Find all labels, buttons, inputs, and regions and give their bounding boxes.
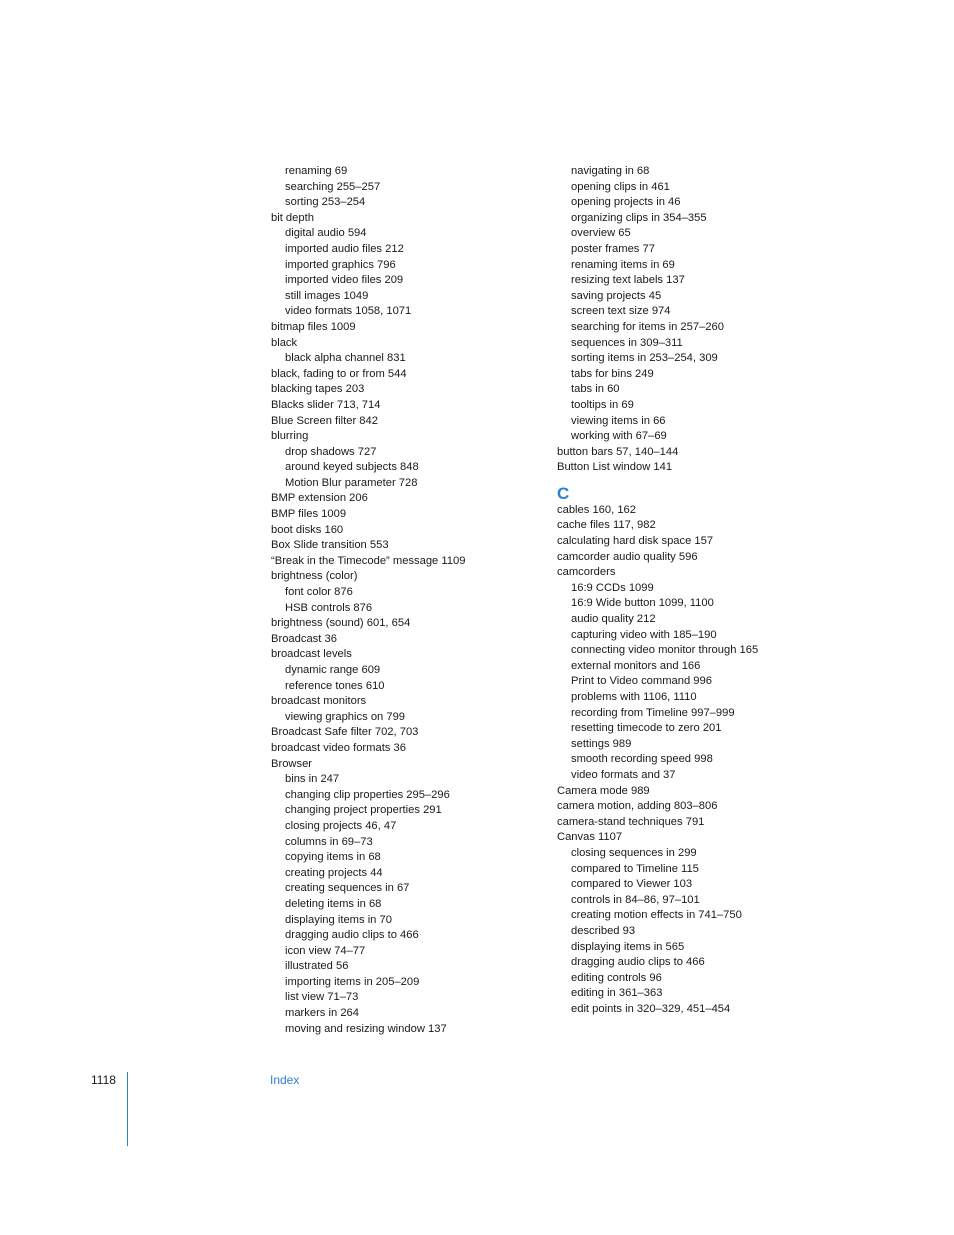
index-subentry: problems with 1106, 1110 bbox=[571, 691, 697, 703]
index-subentry: digital audio 594 bbox=[285, 227, 367, 240]
index-subentry: editing in 361–363 bbox=[571, 987, 663, 1000]
index-entry: cables 160, 162 bbox=[557, 503, 636, 516]
index-subentry: drop shadows 727 bbox=[285, 445, 377, 458]
index-subentry: compared to Viewer 103 bbox=[571, 878, 693, 891]
index-subentry: edit points in 320–329, 451–454 bbox=[571, 1002, 731, 1015]
index-subentry: still images 1049 bbox=[285, 289, 369, 302]
page-number: 1118 bbox=[91, 1073, 116, 1087]
index-subentry: renaming 69 bbox=[285, 165, 348, 177]
index-entry: camcorders bbox=[557, 566, 616, 579]
index-subentry: tabs for bins 249 bbox=[571, 367, 654, 380]
index-subentry: closing sequences in 299 bbox=[571, 846, 697, 859]
index-subentry: resetting timecode to zero 201 bbox=[571, 722, 722, 735]
index-subentry: closing projects 46, 47 bbox=[285, 819, 397, 832]
index-entry: Canvas 1107 bbox=[557, 831, 623, 844]
index-subentry: creating sequences in 67 bbox=[285, 882, 410, 895]
index-entry: broadcast monitors bbox=[271, 695, 367, 708]
index-subentry: settings 989 bbox=[571, 737, 632, 750]
footer-rule bbox=[127, 1072, 128, 1146]
index-subentry: sequences in 309–311 bbox=[571, 336, 683, 349]
index-subentry: saving projects 45 bbox=[571, 289, 662, 302]
index-subentry: list view 71–73 bbox=[285, 991, 359, 1004]
index-subentry: opening projects in 46 bbox=[571, 196, 681, 209]
index-subentry: working with 67–69 bbox=[571, 430, 667, 443]
index-entry: Box Slide transition 553 bbox=[271, 539, 389, 552]
index-entry: blurring bbox=[271, 430, 309, 443]
index-subentry: screen text size 974 bbox=[571, 305, 671, 318]
index-entry: blacking tapes 203 bbox=[271, 383, 365, 396]
index-subentry: audio quality 212 bbox=[571, 613, 656, 626]
index-entry: black bbox=[271, 336, 298, 349]
index-subentry: external monitors and 166 bbox=[571, 659, 701, 672]
index-subentry: 16:9 Wide button 1099, 1100 bbox=[571, 597, 714, 610]
index-entry: button bars 57, 140–144 bbox=[557, 445, 679, 458]
index-entry: bitmap files 1009 bbox=[271, 320, 356, 333]
index-subentry: searching for items in 257–260 bbox=[571, 320, 724, 333]
index-subentry: video formats 1058, 1071 bbox=[285, 305, 412, 318]
index-subentry: Motion Blur parameter 728 bbox=[285, 476, 418, 489]
index-subentry: markers in 264 bbox=[285, 1007, 359, 1020]
index-entry: broadcast video formats 36 bbox=[271, 741, 406, 754]
index-subentry: imported audio files 212 bbox=[285, 242, 404, 255]
index-entry: brightness (sound) 601, 654 bbox=[271, 617, 411, 630]
index-subentry: video formats and 37 bbox=[571, 768, 676, 781]
index-entry: BMP files 1009 bbox=[271, 508, 347, 521]
index-subentry: moving and resizing window 137 bbox=[285, 1022, 447, 1035]
index-subentry: compared to Timeline 115 bbox=[571, 862, 699, 875]
index-subentry: dynamic range 609 bbox=[285, 664, 381, 676]
index-subentry: connecting video monitor through 165 bbox=[571, 644, 759, 657]
index-subentry: searching 255–257 bbox=[285, 180, 381, 193]
index-column-right-bottom bbox=[557, 503, 897, 1018]
index-subentry: viewing items in 66 bbox=[571, 414, 666, 427]
index-entry: cache files 117, 982 bbox=[557, 519, 656, 532]
index-subentry: copying items in 68 bbox=[285, 851, 381, 864]
index-subentry: described 93 bbox=[571, 924, 636, 937]
index-subentry: tabs in 60 bbox=[571, 383, 620, 396]
index-subentry: imported graphics 796 bbox=[285, 258, 396, 271]
index-subentry: around keyed subjects 848 bbox=[285, 461, 419, 474]
index-subentry: changing project properties 291 bbox=[285, 804, 442, 817]
index-subentry: reference tones 610 bbox=[285, 679, 385, 692]
index-subentry: columns in 69–73 bbox=[285, 835, 373, 848]
index-subentry: illustrated 56 bbox=[285, 960, 349, 973]
index-subentry: overview 65 bbox=[571, 227, 631, 240]
index-subentry: poster frames 77 bbox=[571, 242, 655, 255]
index-entry: Broadcast Safe filter 702, 703 bbox=[271, 726, 419, 739]
index-entry: camcorder audio quality 596 bbox=[557, 550, 698, 563]
index-entry: black, fading to or from 544 bbox=[271, 367, 407, 380]
index-column-right-top bbox=[557, 164, 897, 476]
index-subentry: capturing video with 185–190 bbox=[571, 628, 717, 641]
index-subentry: sorting 253–254 bbox=[285, 196, 366, 209]
index-entry: broadcast levels bbox=[271, 648, 352, 661]
index-entry: Blue Screen filter 842 bbox=[271, 414, 378, 427]
index-subentry: creating projects 44 bbox=[285, 866, 383, 879]
index-subentry: organizing clips in 354–355 bbox=[571, 211, 707, 224]
index-subentry: opening clips in 461 bbox=[571, 180, 670, 193]
index-subentry: renaming items in 69 bbox=[571, 258, 675, 271]
index-subentry: deleting items in 68 bbox=[285, 897, 382, 910]
index-column-left bbox=[271, 164, 571, 1037]
index-entry: brightness (color) bbox=[271, 570, 358, 583]
index-entry: Broadcast 36 bbox=[271, 632, 337, 645]
index-subentry: creating motion effects in 741–750 bbox=[571, 909, 742, 922]
index-subentry: displaying items in 565 bbox=[571, 940, 685, 953]
index-subentry: sorting items in 253–254, 309 bbox=[571, 352, 718, 365]
index-subentry: Print to Video command 996 bbox=[571, 675, 712, 688]
index-letter-heading: C bbox=[557, 483, 570, 503]
index-entry: bit depth bbox=[271, 211, 314, 224]
index-entry: Camera mode 989 bbox=[557, 784, 650, 797]
index-entry: Browser bbox=[271, 757, 313, 770]
index-entry: Button List window 141 bbox=[557, 461, 673, 474]
index-subentry: font color 876 bbox=[285, 586, 353, 599]
running-footer-section: Index bbox=[270, 1073, 300, 1087]
index-entry: BMP extension 206 bbox=[271, 492, 368, 505]
index-subentry: displaying items in 70 bbox=[285, 913, 392, 926]
index-entry: Blacks slider 713, 714 bbox=[271, 398, 381, 411]
index-entry: calculating hard disk space 157 bbox=[557, 535, 714, 548]
index-column-right bbox=[557, 164, 897, 1017]
index-subentry: controls in 84–86, 97–101 bbox=[571, 893, 700, 906]
index-subentry: navigating in 68 bbox=[571, 165, 650, 177]
index-subentry: importing items in 205–209 bbox=[285, 975, 420, 988]
index-subentry: changing clip properties 295–296 bbox=[285, 788, 450, 801]
index-subentry: smooth recording speed 998 bbox=[571, 753, 713, 766]
index-entry: “Break in the Timecode” message 1109 bbox=[271, 554, 466, 567]
index-subentry: HSB controls 876 bbox=[285, 601, 373, 614]
index-subentry: imported video files 209 bbox=[285, 274, 404, 287]
index-entry: boot disks 160 bbox=[271, 523, 344, 536]
index-subentry: bins in 247 bbox=[285, 773, 340, 786]
index-subentry: editing controls 96 bbox=[571, 971, 662, 984]
index-subentry: black alpha channel 831 bbox=[285, 352, 406, 365]
index-entry: camera-stand techniques 791 bbox=[557, 815, 705, 828]
index-subentry: icon view 74–77 bbox=[285, 944, 366, 957]
index-subentry: dragging audio clips to 466 bbox=[285, 929, 419, 942]
index-subentry: tooltips in 69 bbox=[571, 398, 634, 411]
index-subentry: dragging audio clips to 466 bbox=[571, 956, 705, 969]
index-entry: camera motion, adding 803–806 bbox=[557, 800, 718, 813]
index-subentry: 16:9 CCDs 1099 bbox=[571, 581, 654, 594]
index-subentry: recording from Timeline 997–999 bbox=[571, 706, 735, 719]
index-subentry: resizing text labels 137 bbox=[571, 274, 685, 287]
index-subentry: viewing graphics on 799 bbox=[285, 710, 406, 723]
